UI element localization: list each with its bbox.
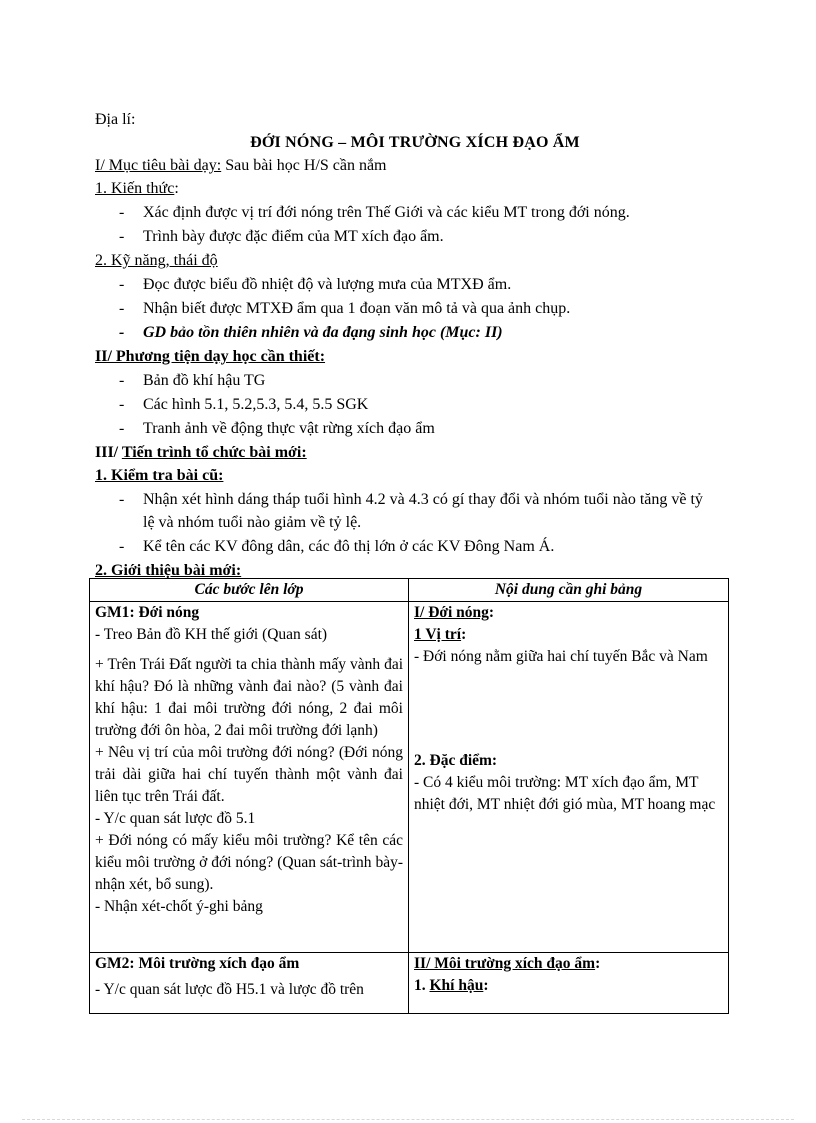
- lesson-title: ĐỚI NÓNG – MÔI TRƯỜNG XÍCH ĐẠO ẨM: [250, 134, 580, 151]
- lesson-table: [89, 578, 729, 1014]
- list-item-bold: - GD bảo tồn thiên nhiên và đa đạng sinh học (Mục: II): [119, 321, 735, 344]
- content-heading-colon: :: [488, 604, 495, 621]
- content-subheading-label: 1 Vị trí: [414, 626, 462, 643]
- skills-list: [95, 273, 735, 344]
- content-heading: [414, 602, 723, 624]
- step-line: - Y/c quan sát lược đồ 5.1: [95, 810, 256, 827]
- step-line: - Y/c quan sát lược đồ H5.1 và lược đồ trên: [95, 981, 364, 998]
- list-item: - Bản đồ khí hậu TG: [119, 369, 735, 392]
- list-item: - Tranh ảnh về động thực vật rừng xích đạo ẩm: [119, 417, 735, 440]
- content-heading: [414, 953, 723, 975]
- list-item: - Kể tên các KV đông dân, các đô thị lớn ở các KV Đông Nam Á.: [119, 535, 735, 558]
- content-text: - Đới nóng nằm giữa hai chí tuyến Bắc và Nam: [414, 648, 708, 665]
- resources-list: [95, 369, 735, 440]
- knowledge-label: 1. Kiến thức: [95, 180, 175, 197]
- content-text: - Có 4 kiểu môi trường: MT xích đạo ẩm, MT nhiệt đới, MT nhiệt đới gió mùa, MT hoang mạc: [414, 774, 716, 813]
- resources-heading: II/ Phương tiện dạy học cần thiết:: [95, 348, 326, 365]
- content-subheading-colon: :: [483, 977, 489, 994]
- list-item: - Trình bày được đặc điểm của MT xích đạo ẩm.: [119, 225, 735, 248]
- activity-code: GM1: [95, 604, 130, 621]
- table-cell-steps: [90, 602, 409, 953]
- content-heading-colon: :: [595, 955, 601, 972]
- table-cell-steps: [90, 953, 409, 1014]
- content-subheading-colon: :: [461, 626, 467, 643]
- column-header-content: Nội dung cần ghi bảng: [409, 579, 729, 602]
- table-row: [90, 953, 729, 1014]
- content-subheading: [414, 975, 723, 997]
- content-subheading: 2. Đặc điểm:: [414, 752, 498, 769]
- skills-heading: 2. Kỹ năng, thái độ: [95, 252, 218, 269]
- content-subheading-label: Khí hậu: [429, 977, 484, 994]
- table-header-row: [90, 579, 729, 602]
- list-item: - Xác định được vị trí đới nóng trên Thế Giới và các kiểu MT trong đới nóng.: [119, 201, 735, 224]
- step-line: + Trên Trái Đất người ta chia thành mấy vành đai khí hậu? Đó là những vành đai nào? (5 vành đai khí hậu: 1 đai môi trường đới nóng, 2 đai môi trường đới ôn hòa, 2 đai môi trường đới lạnh): [95, 656, 403, 739]
- content-heading-label: I/ Đới nóng: [414, 604, 489, 621]
- activity-title: [95, 602, 403, 624]
- step-line: + Nêu vị trí của môi trường đới nóng? (Đới nóng trải dài giữa hai chí tuyến thành một vành đai liên tục trên Trái đất.: [95, 744, 403, 805]
- step-line: - Treo Bản đồ KH thế giới (Quan sát): [95, 626, 328, 643]
- objectives-heading: I/ Mục tiêu bài dạy:: [95, 157, 222, 174]
- procedure-prefix: III/: [95, 444, 122, 461]
- table-cell-content: [409, 602, 729, 953]
- step-line: + Đới nóng có mấy kiểu môi trường? Kể tên các kiểu môi trường ở đới nóng? (Quan sát-trình bày-nhận xét, bổ sung).: [95, 832, 403, 893]
- step-line: - Nhận xét-chốt ý-ghi bảng: [95, 898, 263, 915]
- old-lesson-heading: 1. Kiểm tra bài cũ:: [95, 467, 224, 484]
- list-item: - Đọc được biểu đồ nhiệt độ và lượng mưa của MTXĐ ẩm.: [119, 273, 735, 296]
- new-lesson-heading: 2. Giới thiệu bài mới:: [95, 562, 242, 579]
- table-row: [90, 602, 729, 953]
- activity-name: : Đới nóng: [129, 604, 200, 621]
- table-cell-content: [409, 953, 729, 1014]
- old-lesson-list: [95, 488, 735, 558]
- knowledge-list: [95, 201, 735, 248]
- objectives-heading-rest: Sau bài học H/S cần nắm: [221, 157, 387, 174]
- procedure-label: Tiến trình tổ chức bài mới:: [121, 444, 307, 461]
- activity-title: GM2: Môi trường xích đạo ẩm: [95, 955, 300, 972]
- knowledge-heading: [95, 177, 735, 200]
- page-bottom-divider: [22, 1119, 794, 1120]
- list-item: - Nhận biết được MTXĐ ẩm qua 1 đoạn văn mô tả và qua ảnh chụp.: [119, 297, 735, 320]
- subject-label: Địa lí:: [95, 111, 136, 128]
- list-item: - Các hình 5.1, 5.2,5.3, 5.4, 5.5 SGK: [119, 393, 735, 416]
- column-header-steps: Các bước lên lớp: [90, 579, 409, 602]
- knowledge-colon: :: [174, 180, 179, 197]
- procedure-heading: [95, 441, 735, 464]
- content-subheading: [414, 624, 723, 646]
- spacer: [95, 646, 403, 654]
- spacer: [414, 668, 723, 750]
- content-heading-label: II/ Môi trường xích đạo ẩm: [414, 955, 596, 972]
- section-objectives: [95, 154, 735, 177]
- content-subheading-number: 1.: [414, 977, 430, 994]
- list-item: - Nhận xét hình dáng tháp tuổi hình 4.2 và 4.3 có gí thay đổi và nhóm tuổi nào tăng về tỷ lệ và nhóm tuổi nào giảm về tỷ lệ.: [119, 488, 713, 534]
- document-page: [95, 108, 735, 582]
